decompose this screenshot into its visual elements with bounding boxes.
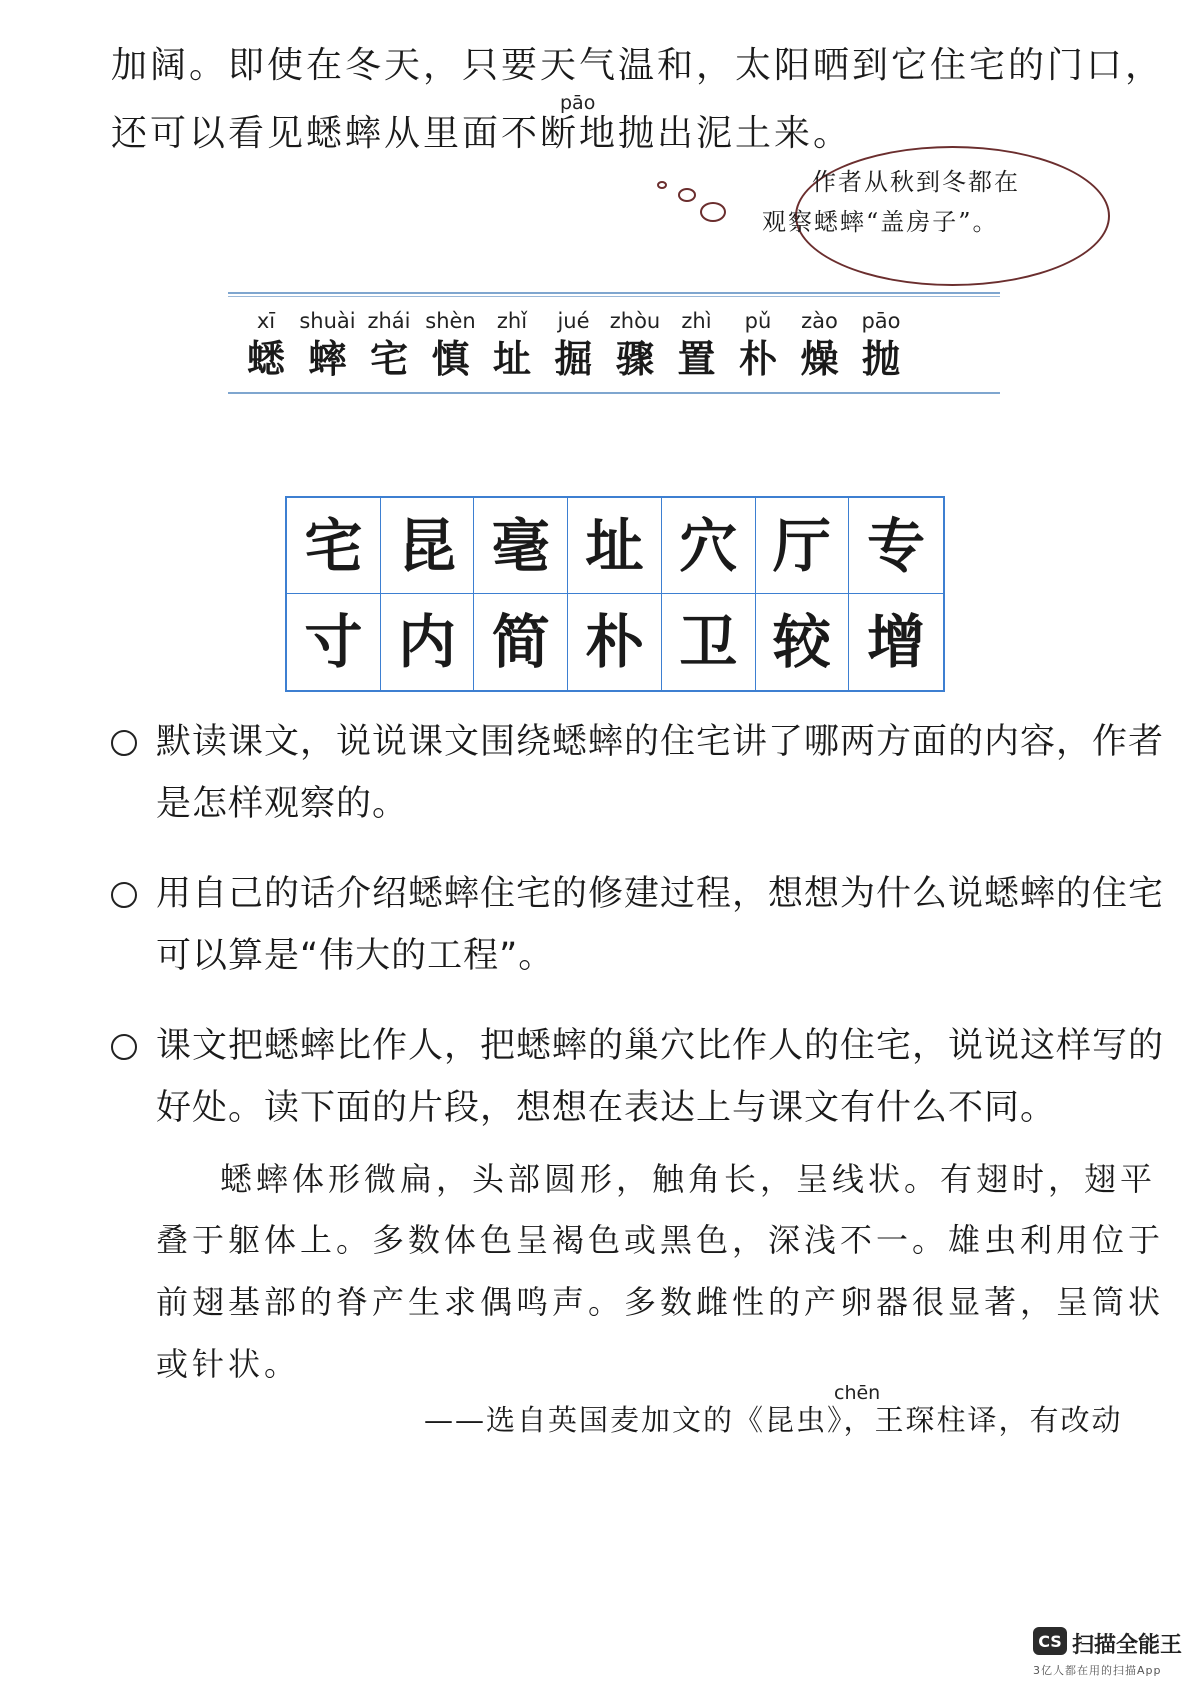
question-1-line-1: 默读课文，说说课文围绕蟋蟀的住宅讲了哪两方面的内容，作者 — [156, 722, 1165, 762]
thought-bubble-line-1: 作者从秋到冬都在 — [812, 168, 1020, 196]
vocab-char: 宅 — [369, 336, 408, 381]
thought-puff-small — [657, 181, 667, 189]
vocab-item — [729, 309, 787, 381]
vocab-item — [237, 309, 295, 381]
writing-grid — [285, 496, 945, 692]
question-1-circle-icon — [111, 730, 137, 756]
excerpt-line-1: 蟋蟀体形微扁，头部圆形，触角长，呈线状。有翅时，翅平 — [220, 1160, 1157, 1198]
thought-puff-medium — [678, 188, 696, 202]
vocab-pinyin: xī — [256, 309, 276, 333]
writing-grid-cell: 增 — [867, 608, 926, 676]
watermark-tagline: 3亿人都在用的扫描App — [1033, 1664, 1162, 1677]
excerpt-source: ——选自英国麦加文的《昆虫》，王琛柱译，有改动 — [424, 1403, 1123, 1437]
vocab-item — [545, 309, 603, 381]
writing-grid-cell: 较 — [756, 594, 850, 690]
vocab-pinyin: pǔ — [744, 309, 772, 333]
vocab-item — [791, 309, 849, 381]
vocab-pinyin: zhǐ — [496, 309, 528, 333]
writing-grid-cell: 宅 — [287, 498, 381, 594]
vocab-item — [360, 309, 418, 381]
camscanner-logo: CS — [1033, 1627, 1067, 1655]
writing-grid-cell: 专 — [849, 498, 943, 594]
question-1-line-2: 是怎样观察的。 — [156, 784, 409, 824]
passage-pinyin-pao: pāo — [560, 92, 596, 114]
vocab-pinyin: shèn — [425, 309, 476, 333]
vocab-char: 蟀 — [308, 336, 347, 381]
vocab-char: 抛 — [861, 336, 900, 381]
writing-grid-cell: 毫 — [474, 498, 568, 594]
vocab-item — [668, 309, 726, 381]
vocab-list — [237, 311, 917, 379]
vocab-bottom-rule — [228, 392, 1000, 394]
vocab-item — [422, 309, 480, 381]
vocab-char: 址 — [492, 336, 531, 381]
writing-grid-cell: 厅 — [756, 498, 850, 594]
question-3-circle-icon — [111, 1034, 137, 1060]
vocab-char: 燥 — [800, 336, 839, 381]
vocab-char: 掘 — [554, 336, 593, 381]
question-2-line-1: 用自己的话介绍蟋蟀住宅的修建过程，想想为什么说蟋蟀的住宅 — [156, 874, 1165, 914]
source-pinyin-chen: chēn — [834, 1382, 881, 1404]
vocab-pinyin: jué — [557, 309, 590, 333]
passage-line-1: 加阔。即使在冬天，只要天气温和，太阳晒到它住宅的门口， — [111, 45, 1165, 86]
writing-grid-cell: 址 — [568, 498, 662, 594]
vocab-char: 慎 — [431, 336, 470, 381]
writing-grid-cell: 朴 — [568, 594, 662, 690]
vocab-item — [483, 309, 541, 381]
vocab-pinyin: zhái — [367, 309, 411, 333]
vocab-item — [299, 309, 357, 381]
question-3-line-1: 课文把蟋蟀比作人，把蟋蟀的巢穴比作人的住宅，说说这样写的 — [156, 1026, 1165, 1066]
excerpt-line-2: 叠于躯体上。多数体色呈褐色或黑色，深浅不一。雄虫利用位于 — [156, 1221, 1165, 1259]
watermark-name: 扫描全能王 — [1072, 1633, 1183, 1658]
vocab-pinyin: zhì — [681, 309, 712, 333]
thought-bubble-line-2: 观察蟋蟀“盖房子”。 — [762, 208, 999, 236]
writing-grid-cell: 卫 — [662, 594, 756, 690]
vocab-top-rule-inner — [228, 296, 1000, 297]
excerpt-line-3: 前翅基部的脊产生求偶鸣声。多数雌性的产卵器很显著，呈筒状 — [156, 1283, 1165, 1321]
question-2-circle-icon — [111, 882, 137, 908]
vocab-pinyin: zào — [801, 309, 838, 333]
vocab-pinyin: pāo — [861, 309, 901, 333]
vocab-pinyin: zhòu — [609, 309, 661, 333]
question-3-line-2: 好处。读下面的片段，想想在表达上与课文有什么不同。 — [156, 1088, 1057, 1128]
vocab-item — [852, 309, 910, 381]
vocab-top-rule — [228, 292, 1000, 294]
writing-grid-cell: 简 — [474, 594, 568, 690]
vocab-item — [606, 309, 664, 381]
vocab-char: 蟋 — [246, 336, 285, 381]
vocab-char: 置 — [677, 336, 716, 381]
thought-puff-large — [700, 202, 726, 222]
writing-grid-cell: 昆 — [381, 498, 475, 594]
passage-line-2: 还可以看见蟋蟀从里面不断地抛出泥土来。 — [111, 113, 853, 154]
excerpt-line-4: 或针状。 — [156, 1345, 301, 1383]
writing-grid-cell: 内 — [381, 594, 475, 690]
writing-grid-cell: 穴 — [662, 498, 756, 594]
question-2-line-2: 可以算是“伟大的工程”。 — [156, 936, 555, 976]
vocab-char: 朴 — [738, 336, 777, 381]
vocab-pinyin: shuài — [299, 309, 356, 333]
vocab-char: 骤 — [615, 336, 654, 381]
writing-grid-cell: 寸 — [287, 594, 381, 690]
